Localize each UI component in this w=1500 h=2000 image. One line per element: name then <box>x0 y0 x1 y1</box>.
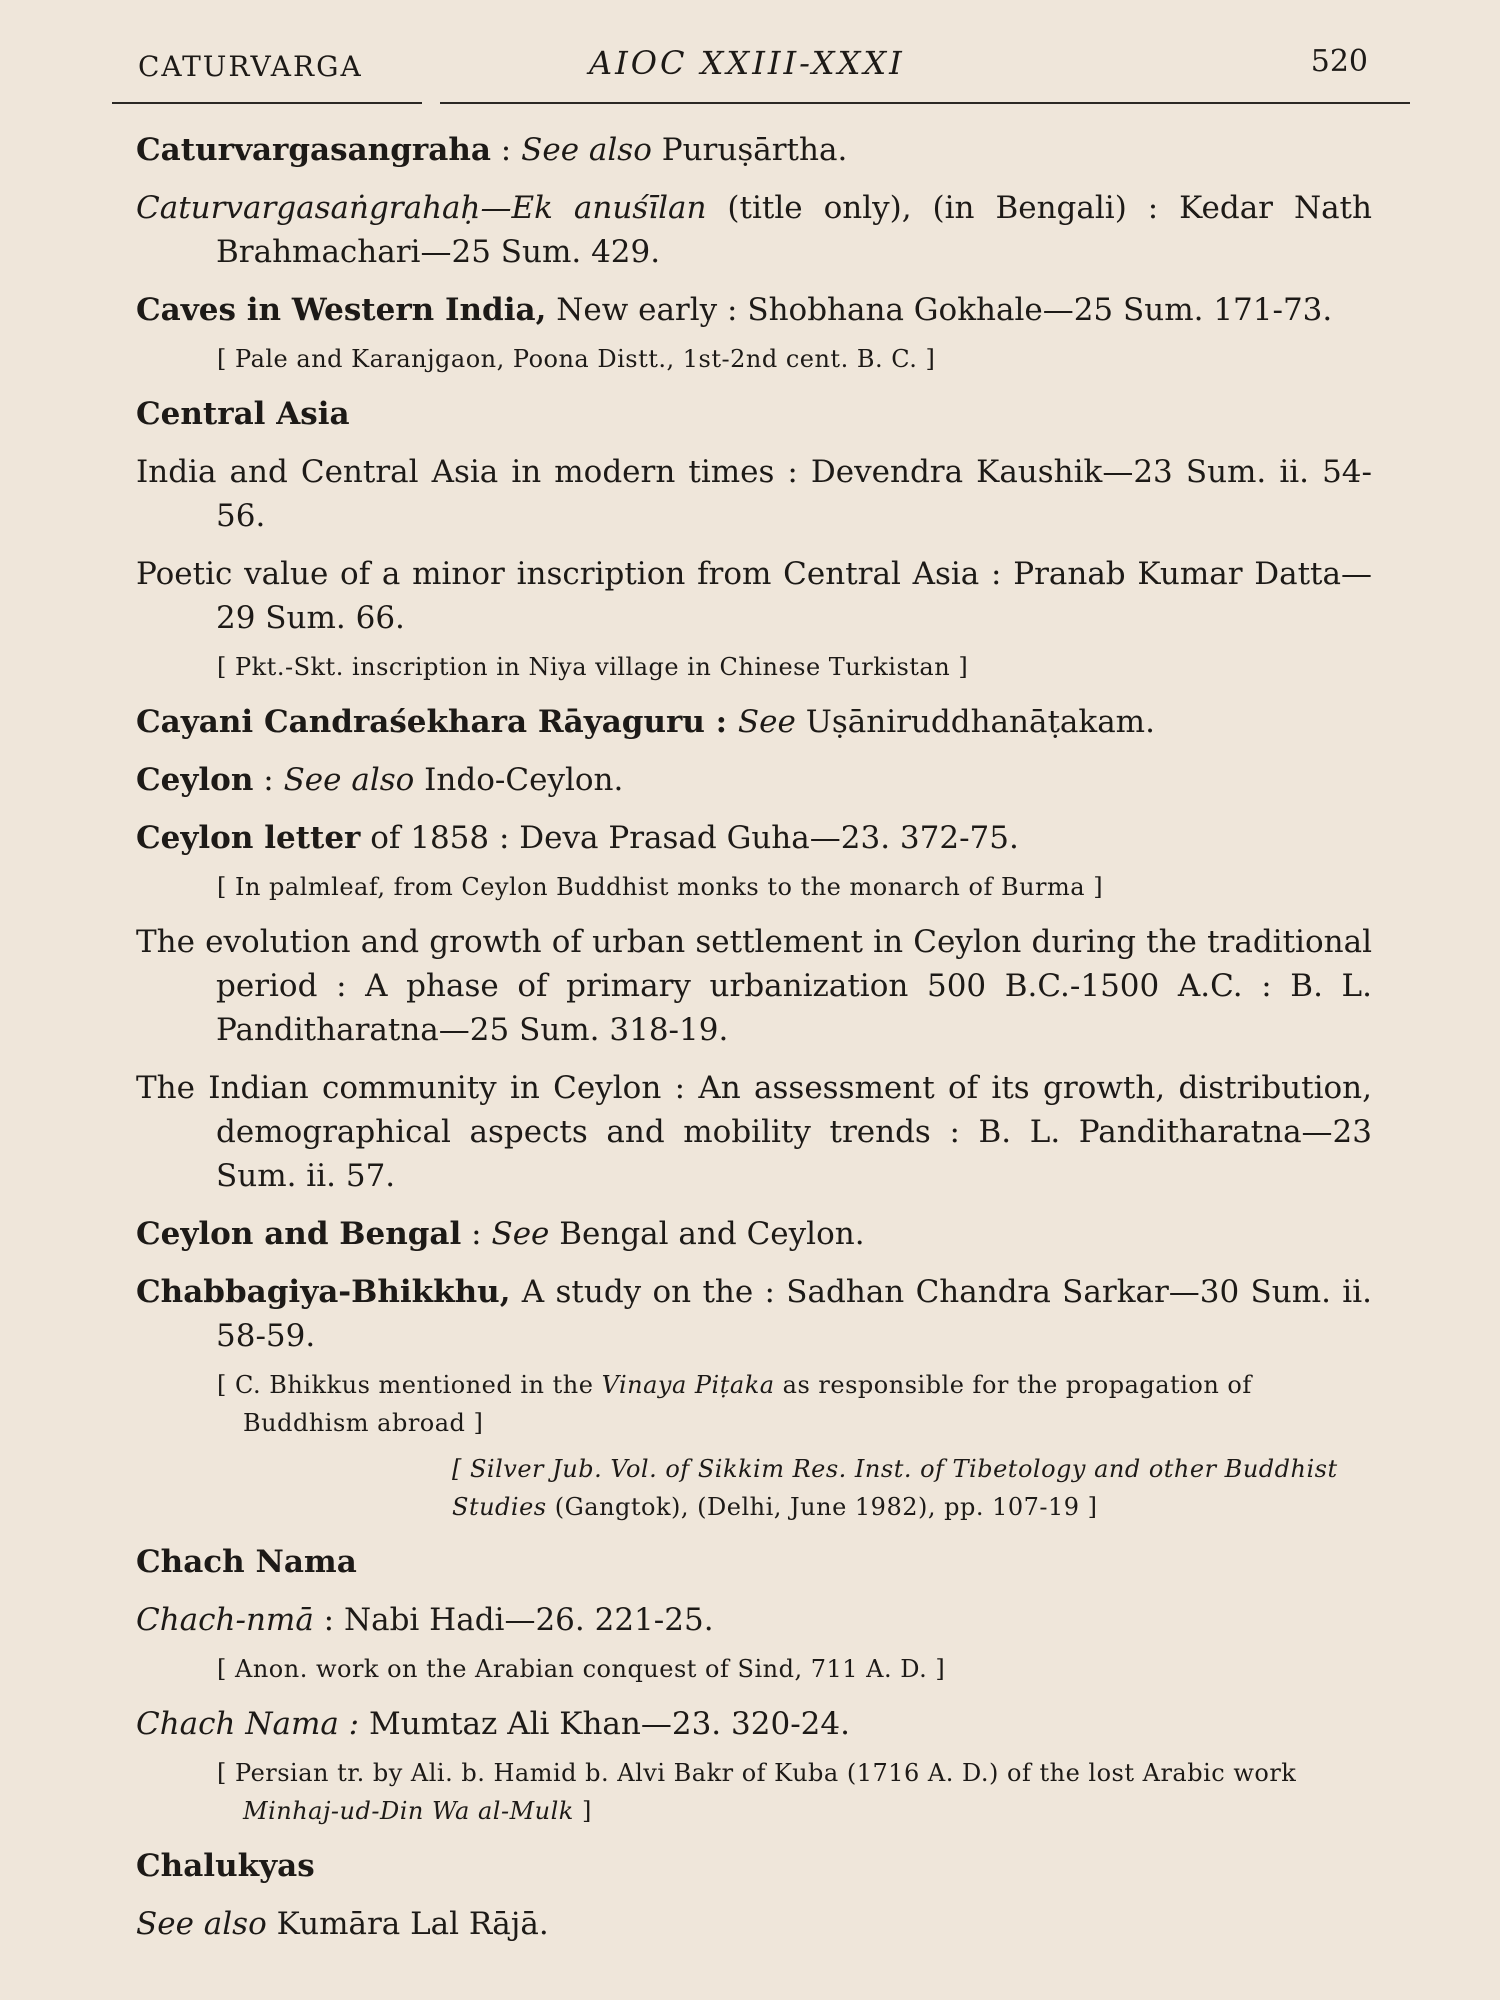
entry-separator: : <box>253 762 284 798</box>
entry-heading: Chabbagiya-Bhikkhu, <box>136 1274 511 1310</box>
see-also-label: See also <box>136 1906 267 1942</box>
note-italic: Vinaya Piṭaka <box>601 1371 775 1399</box>
index-entry <box>136 186 1372 274</box>
see-label: See <box>491 1216 550 1252</box>
index-entry: The evolution and growth of urban settlement in Ceylon during the traditional period : A phase of primary urbanization 500 B.C.-1500 A.C. : B. L. Panditharatna—25 Sum. 318-19. <box>136 924 1372 1048</box>
entry-note: [ Pkt.-Skt. inscription in Niya village in Chinese Turkistan ] <box>217 653 969 681</box>
note-italic: Minhaj-ud-Din Wa al-Mulk <box>243 1797 574 1825</box>
subject-heading: Chalukyas <box>136 1848 315 1884</box>
source-title: [ Silver Jub. Vol. of Sikkim Res. Inst. of Tibetology and other Buddhist Studies <box>452 1455 1338 1521</box>
cross-reference: Kumāra Lal Rājā. <box>266 1906 549 1942</box>
index-entry <box>136 128 1372 172</box>
entry-heading: Caturvargasangraha <box>136 132 491 168</box>
source-details: (Gangtok), (Delhi, June 1982), pp. 107-19 ] <box>546 1493 1098 1521</box>
index-entry <box>136 1902 1372 1946</box>
index-entries <box>136 128 1372 1960</box>
note-text: as responsible for the propagation of Buddhism abroad ] <box>243 1371 1252 1437</box>
index-entry <box>136 1270 1372 1358</box>
entry-note <box>136 1754 1372 1830</box>
entry-citation: A study on the : Sadhan Chandra Sarkar—30 Sum. ii. 58-59. <box>216 1274 1372 1354</box>
entry-citation: Mumtaz Ali Khan—23. 320-24. <box>359 1706 850 1742</box>
entry-note: [ Anon. work on the Arabian conquest of Sind, 711 A. D. ] <box>217 1655 946 1683</box>
entry-separator: : <box>490 132 522 168</box>
entry-note: [ In palmleaf, from Ceylon Buddhist monks to the monarch of Burma ] <box>217 873 1104 901</box>
see-also-label: See also <box>521 132 652 168</box>
index-entry <box>136 1598 1372 1642</box>
entry-citation: New early : Shobhana Gokhale—25 Sum. 171-73. <box>546 292 1333 328</box>
running-head <box>134 44 1370 84</box>
note-text: [ Persian tr. by Ali. b. Hamid b. Alvi Bakr of Kuba (1716 A. D.) of the lost Arabic work <box>217 1759 1297 1787</box>
entry-note: [ Pale and Karanjgaon, Poona Distt., 1st-2nd cent. B. C. ] <box>217 345 936 373</box>
see-also-label: See also <box>283 762 415 798</box>
entry-heading: Caves in Western India, <box>136 292 547 328</box>
entry-separator: : <box>704 704 738 740</box>
entry-heading: Cayani Candraśekhara Rāyaguru <box>136 704 705 740</box>
index-entry <box>136 1702 1372 1746</box>
index-entry: Poetic value of a minor inscription from Central Asia : Pranab Kumar Datta—29 Sum. 66. <box>136 556 1372 636</box>
see-label: See <box>737 704 796 740</box>
entry-heading: Ceylon and Bengal <box>136 1216 462 1252</box>
cross-reference: Puruṣārtha. <box>651 132 848 168</box>
entry-citation: : Nabi Hadi—26. 221-25. <box>313 1602 714 1638</box>
entry-title: Caturvargasaṅgrahaḥ—Ek anuśīlan <box>136 190 707 226</box>
note-text: ] <box>573 1797 592 1825</box>
page-number: 520 <box>1310 44 1368 79</box>
header-rule-right <box>440 102 1410 104</box>
subject-heading: Chach Nama <box>136 1544 357 1580</box>
index-entry: India and Central Asia in modern times : Devendra Kaushik—23 Sum. ii. 54-56. <box>136 454 1372 534</box>
index-entry <box>136 1212 1372 1256</box>
entry-separator: : <box>461 1216 492 1252</box>
cross-reference: Indo-Ceylon. <box>414 762 624 798</box>
subject-heading: Central Asia <box>136 396 350 432</box>
cross-reference: Bengal and Ceylon. <box>549 1216 865 1252</box>
entry-citation: of 1858 : Deva Prasad Guha—23. 372-75. <box>360 820 1019 856</box>
entry-heading: Ceylon <box>136 762 254 798</box>
entry-source <box>136 1450 1372 1526</box>
index-entry <box>136 288 1372 332</box>
entry-note <box>136 1366 1372 1442</box>
entry-citation: (title only), (in Bengali) : Kedar Nath Brahmachari—25 Sum. 429. <box>216 190 1372 270</box>
index-entry <box>136 816 1372 860</box>
book-title: AIOC XXIII-XXXI <box>589 44 905 82</box>
index-entry <box>136 700 1372 744</box>
index-entry <box>136 758 1372 802</box>
entry-title: Chach-nmā <box>136 1602 314 1638</box>
header-rule-left <box>112 102 422 104</box>
cross-reference: Uṣāniruddhanāṭakam. <box>795 704 1155 740</box>
entry-heading: Ceylon letter <box>136 820 361 856</box>
entry-title: Chach Nama : <box>136 1706 360 1742</box>
section-title: CATURVARGA <box>138 50 363 83</box>
index-entry: The Indian community in Ceylon : An assessment of its growth, distribution, demographical aspects and mobility trends : B. L. Panditharatna—23 Sum. ii. 57. <box>136 1070 1372 1194</box>
note-text: [ C. Bhikkus mentioned in the <box>217 1371 602 1399</box>
